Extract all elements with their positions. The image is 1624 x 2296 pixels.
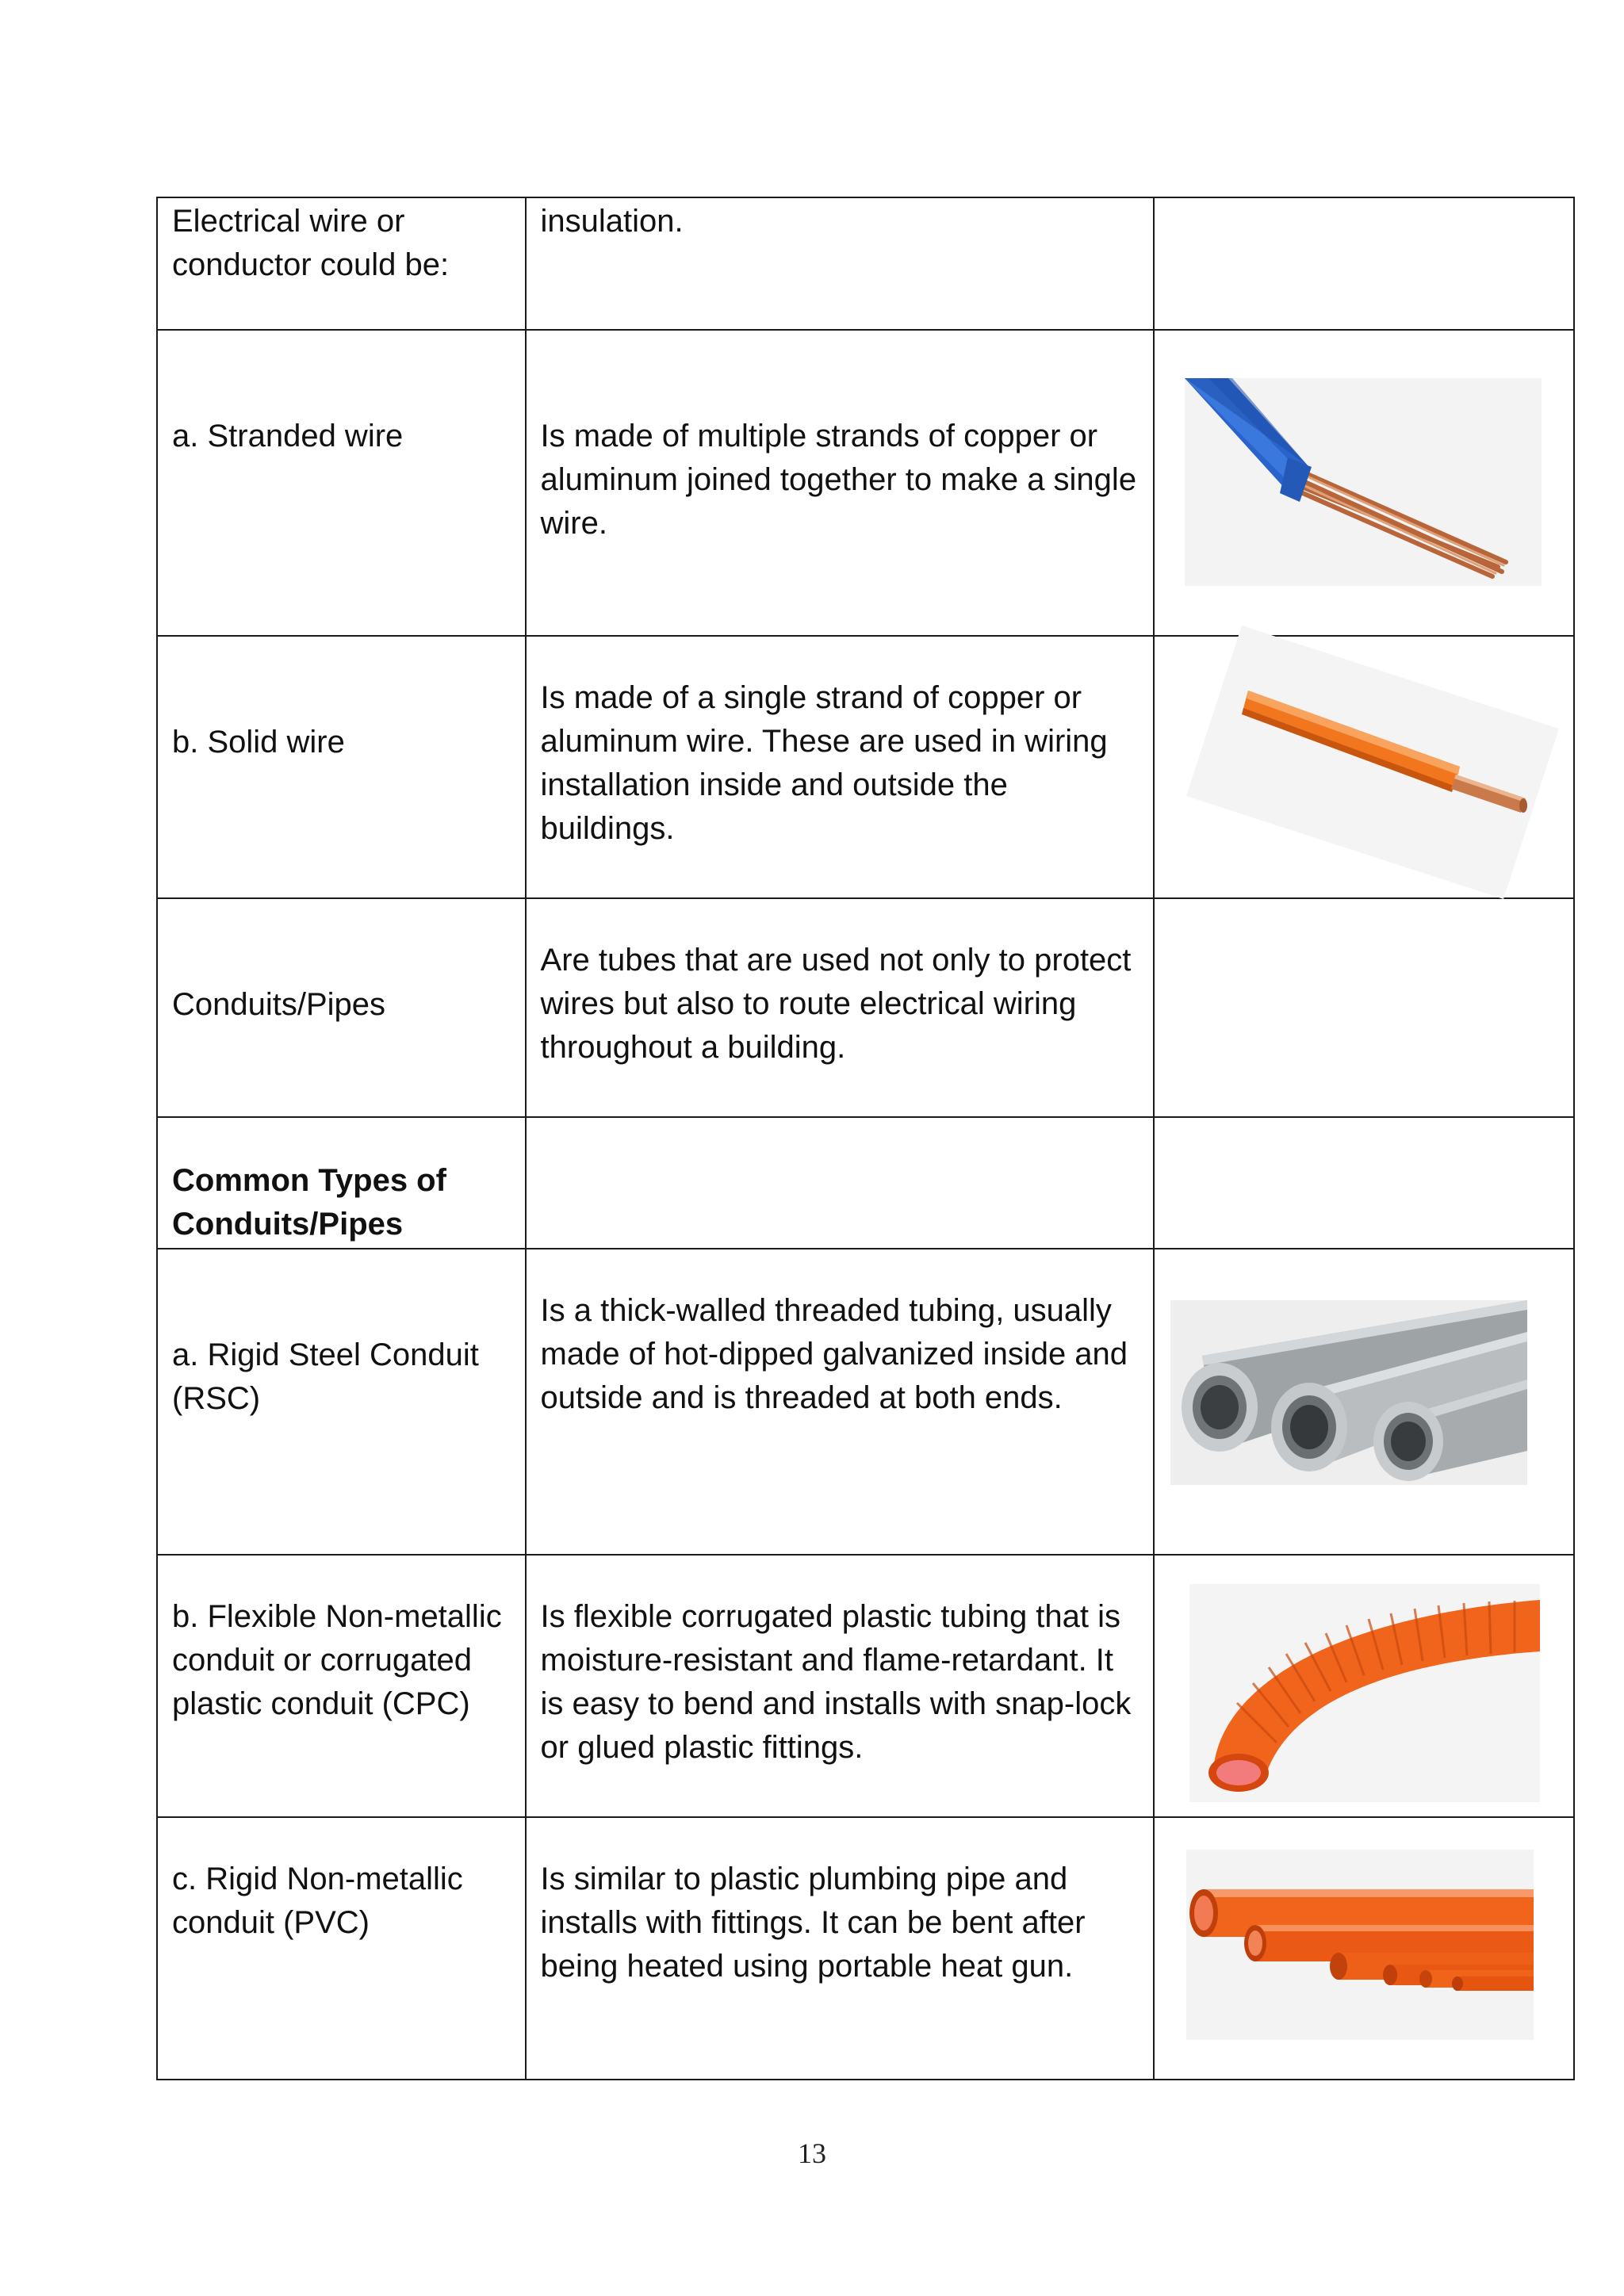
image-cell (1154, 330, 1574, 636)
image-cell (1154, 1117, 1574, 1249)
description-cell (526, 1117, 1155, 1249)
table-row (157, 1817, 1574, 2080)
term-text: a. Rigid Steel Conduit (RSC) (172, 1337, 479, 1416)
description-cell (526, 197, 1155, 330)
rigid-steel-conduit-photo (1170, 1300, 1527, 1485)
term-cell (157, 1817, 526, 2080)
term-text: c. Rigid Non-metallic conduit (PVC) (172, 1862, 463, 1940)
table-row (157, 898, 1574, 1117)
description-cell (526, 1555, 1155, 1817)
corrugated-plastic-conduit-photo (1189, 1584, 1540, 1802)
term-cell (157, 330, 526, 636)
description-cell (526, 1249, 1155, 1555)
content-table (156, 197, 1575, 2080)
description-cell (526, 330, 1155, 636)
description-text: Is made of a single strand of copper or aluminum wire. These are used in wiring installation inside and outside the buildings. (540, 680, 1108, 846)
term-text: a. Stranded wire (172, 419, 404, 453)
image-cell (1154, 1249, 1574, 1555)
term-cell (157, 1117, 526, 1249)
solid-wire-photo (1186, 626, 1559, 899)
term-text: b. Solid wire (172, 725, 345, 760)
term-cell (157, 1249, 526, 1555)
term-text: Electrical wire or conductor could be: (172, 204, 450, 282)
description-cell (526, 1817, 1155, 2080)
description-text: Are tubes that are used not only to protect wires but also to route electrical wiring throughout a building. (540, 943, 1132, 1065)
term-text: b. Flexible Non-metallic conduit or corrugated plastic conduit (CPC) (172, 1599, 502, 1721)
description-cell (526, 636, 1155, 898)
description-cell (526, 898, 1155, 1117)
table-row (157, 197, 1574, 330)
term-text: Conduits/Pipes (172, 987, 386, 1022)
term-cell (157, 636, 526, 898)
image-cell (1154, 898, 1574, 1117)
image-cell (1154, 1817, 1574, 2080)
description-text: Is flexible corrugated plastic tubing that is moisture-resistant and flame-retardant. It is easy to bend and installs with snap-lock or glued plastic fittings. (540, 1599, 1132, 1765)
page-number: 13 (798, 2137, 826, 2169)
image-cell (1154, 1555, 1574, 1817)
image-cell (1154, 636, 1574, 898)
table-row (157, 636, 1574, 898)
term-cell (157, 197, 526, 330)
table-row (157, 1249, 1574, 1555)
description-text: Is made of multiple strands of copper or aluminum joined together to make a single wire. (540, 419, 1137, 541)
description-text: Is similar to plastic plumbing pipe and installs with fittings. It can be bent after being heated using portable heat gun. (540, 1862, 1086, 1984)
table-row (157, 330, 1574, 636)
term-cell (157, 1555, 526, 1817)
description-text: insulation. (540, 204, 684, 239)
pvc-conduit-photo (1186, 1850, 1534, 2040)
section-heading: Common Types of Conduits/Pipes (172, 1163, 446, 1242)
table-row (157, 1117, 1574, 1249)
image-cell (1154, 197, 1574, 330)
stranded-wire-photo (1185, 378, 1542, 586)
term-cell (157, 898, 526, 1117)
table-row (157, 1555, 1574, 1817)
description-text: Is a thick-walled threaded tubing, usually made of hot-dipped galvanized inside and outside and is threaded at both ends. (540, 1293, 1128, 1415)
